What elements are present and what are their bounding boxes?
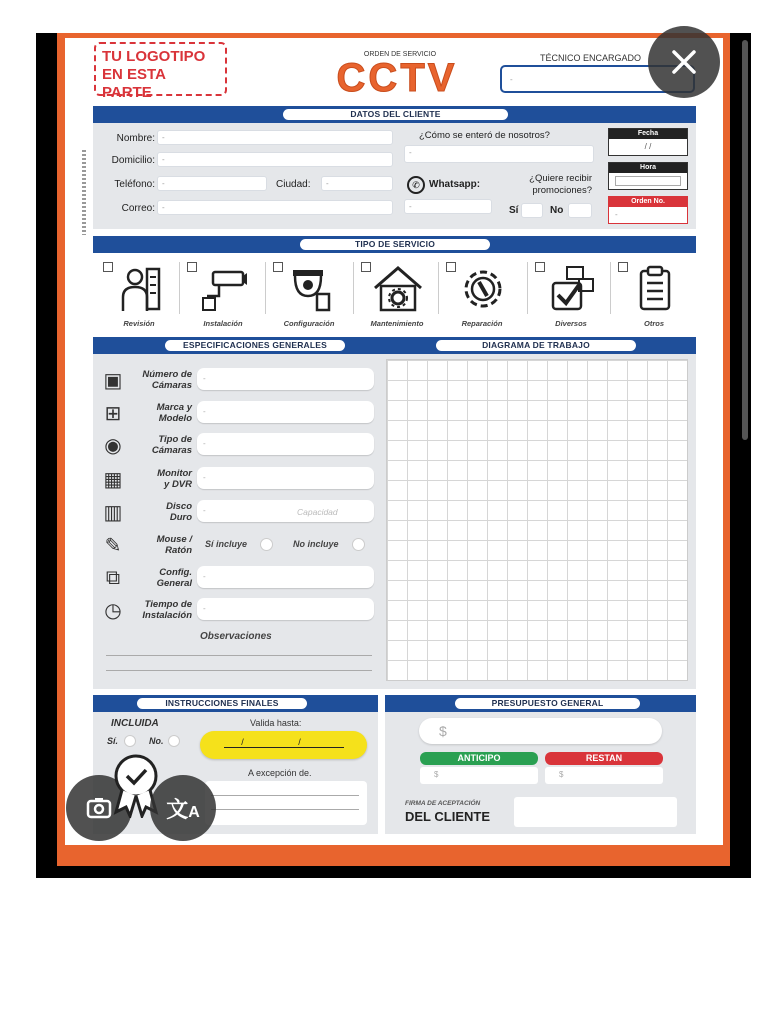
ciudad-field[interactable]: - [321,176,393,191]
viewer-scrollbar[interactable] [742,40,748,440]
domicilio-field[interactable]: - [157,152,393,167]
anticipo-field[interactable]: $ [420,767,538,784]
side-fine-print [82,150,86,235]
domicilio-label: Domicilio: [111,155,155,166]
service-divider [438,262,439,314]
camera-install-icon [185,264,263,314]
valida-date: / / [224,737,344,748]
promo-si-label: Sí [509,205,519,216]
logo-line-2: EN ESTA PARTE [102,66,166,101]
correo-label: Correo: [121,203,155,214]
incluida-no-label: No. [149,736,164,746]
fecha-value[interactable]: / / [644,142,652,151]
service-section-title: TIPO DE SERVICIO [300,239,490,250]
nombre-label: Nombre: [116,133,155,144]
spec-label: Disco Duro [166,501,192,523]
firma-small-label: FIRMA DE ACEPTACIÓN [405,800,481,807]
service-divider [610,262,611,314]
si-incluye-radio[interactable] [260,538,273,551]
close-icon [671,49,697,75]
observaciones-label: Observaciones [200,631,272,642]
no-incluye-label: No incluye [293,539,339,549]
observaciones-line-1[interactable] [106,655,372,656]
spec-label: Config. General [156,567,192,589]
hora-box [608,162,688,190]
tech-label: TÉCNICO ENCARGADO [540,53,642,63]
budget-total-field[interactable] [419,718,662,744]
spec-field[interactable]: - [197,566,374,588]
promo-label: ¿Quiere recibir promociones? [529,173,592,196]
ciudad-label: Ciudad: [276,179,311,190]
specs-section-title: ESPECIFICACIONES GENERALES [165,340,345,351]
observaciones-line-2[interactable] [106,670,372,671]
diagram-section-title: DIAGRAMA DE TRABAJO [436,340,636,351]
budget-section-title: PRESUPUESTO GENERAL [455,698,640,709]
instr-section-title: INSTRUCCIONES FINALES [137,698,307,709]
hard-drive-icon: ▥ [103,501,123,524]
work-diagram-grid[interactable] [386,359,688,681]
logo-line-1: TU LOGOTIPO [102,48,206,65]
budget-currency: $ [439,723,447,739]
hora-value-field[interactable] [615,176,681,186]
service-label: Configuración [283,319,335,328]
mouse-icon: ✎ [104,534,122,557]
orden-header: Orden No. [609,197,687,207]
fecha-header: Fecha [609,129,687,139]
restan-badge: RESTAN [545,752,663,765]
service-divider [179,262,180,314]
fecha-box [608,128,688,156]
whatsapp-label: Whatsapp: [429,179,481,190]
spec-label: Monitor y DVR [157,468,192,490]
excepcion-label: A excepción de. [248,768,312,778]
promo-no-label: No [550,205,564,216]
no-incluye-radio[interactable] [352,538,365,551]
excepcion-field[interactable] [205,781,367,825]
form-subtitle: ORDEN DE SERVICIO [363,51,437,58]
translate-icon: 文A [166,796,200,822]
spec-field[interactable]: - [197,401,374,423]
restan-field[interactable]: $ [545,767,663,784]
correo-field[interactable]: - [157,200,393,215]
config-icon: ⧉ [105,566,121,589]
incluida-si-label: Sí. [107,736,119,746]
si-incluye-label: Sí incluye [205,539,248,549]
service-divider [527,262,528,314]
valida-label: Valida hasta: [250,718,302,728]
telefono-field[interactable]: - [157,176,267,191]
service-label: Mantenimiento [370,319,424,328]
service-label: Revisión [123,319,155,328]
valida-field[interactable] [200,731,367,759]
anticipo-badge: ANTICIPO [420,752,538,765]
service-divider [353,262,354,314]
incluida-no-radio[interactable] [168,735,180,747]
como-label: ¿Cómo se enteró de nosotros? [419,130,550,141]
clipboard-icon [616,264,694,314]
spec-label: Mouse / Ratón [156,534,192,556]
telefono-label: Teléfono: [114,179,155,190]
monitor-dvr-icon: ▦ [103,468,123,491]
wrench-gear-icon [444,264,522,314]
service-label: Diversos [555,319,587,328]
spec-field[interactable]: - [197,433,374,455]
service-label: Reparación [461,319,503,328]
clock-icon: ◷ [104,599,122,622]
spec-field[interactable]: - [197,467,374,489]
firma-field[interactable] [514,797,677,827]
incluida-si-radio[interactable] [124,735,136,747]
dome-camera-icon [271,264,349,314]
brand-model-icon: ⊞ [104,402,122,425]
orden-box [608,196,688,224]
spec-field[interactable]: - [197,500,374,522]
service-label: Instalación [203,319,243,328]
hora-header: Hora [609,163,687,173]
incluida-label: INCLUIDA [111,718,159,729]
technician-icon [101,264,179,314]
promo-no-box[interactable] [568,203,592,218]
camera-type-icon: ◉ [104,434,122,457]
capacidad-placeholder: Capacidad [297,507,338,517]
spec-label: Tipo de Cámaras [151,434,192,456]
form-title: CCTV [336,56,458,100]
whatsapp-icon: ✆ [407,176,425,194]
logo-placeholder [94,42,227,101]
close-button[interactable] [648,26,720,98]
translate-button[interactable] [150,775,216,841]
camera-count-icon: ▣ [103,369,123,392]
checkbox-icon [533,264,611,314]
spec-label: Tiempo de Instalación [142,599,192,621]
service-label: Otros [643,319,664,328]
orden-value-field[interactable]: - [615,210,618,219]
nombre-field[interactable]: - [157,130,393,145]
service-divider [265,262,266,314]
spec-field[interactable]: - [197,368,374,390]
tech-field[interactable]: - [500,65,695,93]
house-gear-icon [359,264,437,314]
spec-field[interactable]: - [197,598,374,620]
firma-big-label: DEL CLIENTE [405,809,490,824]
client-section-title: DATOS DEL CLIENTE [283,109,508,120]
spec-label: Marca y Modelo [156,402,192,424]
whatsapp-field[interactable]: - [404,199,492,214]
promo-si-box[interactable] [521,203,543,218]
spec-label: Número de Cámaras [142,369,192,391]
como-field[interactable]: - [404,145,594,163]
